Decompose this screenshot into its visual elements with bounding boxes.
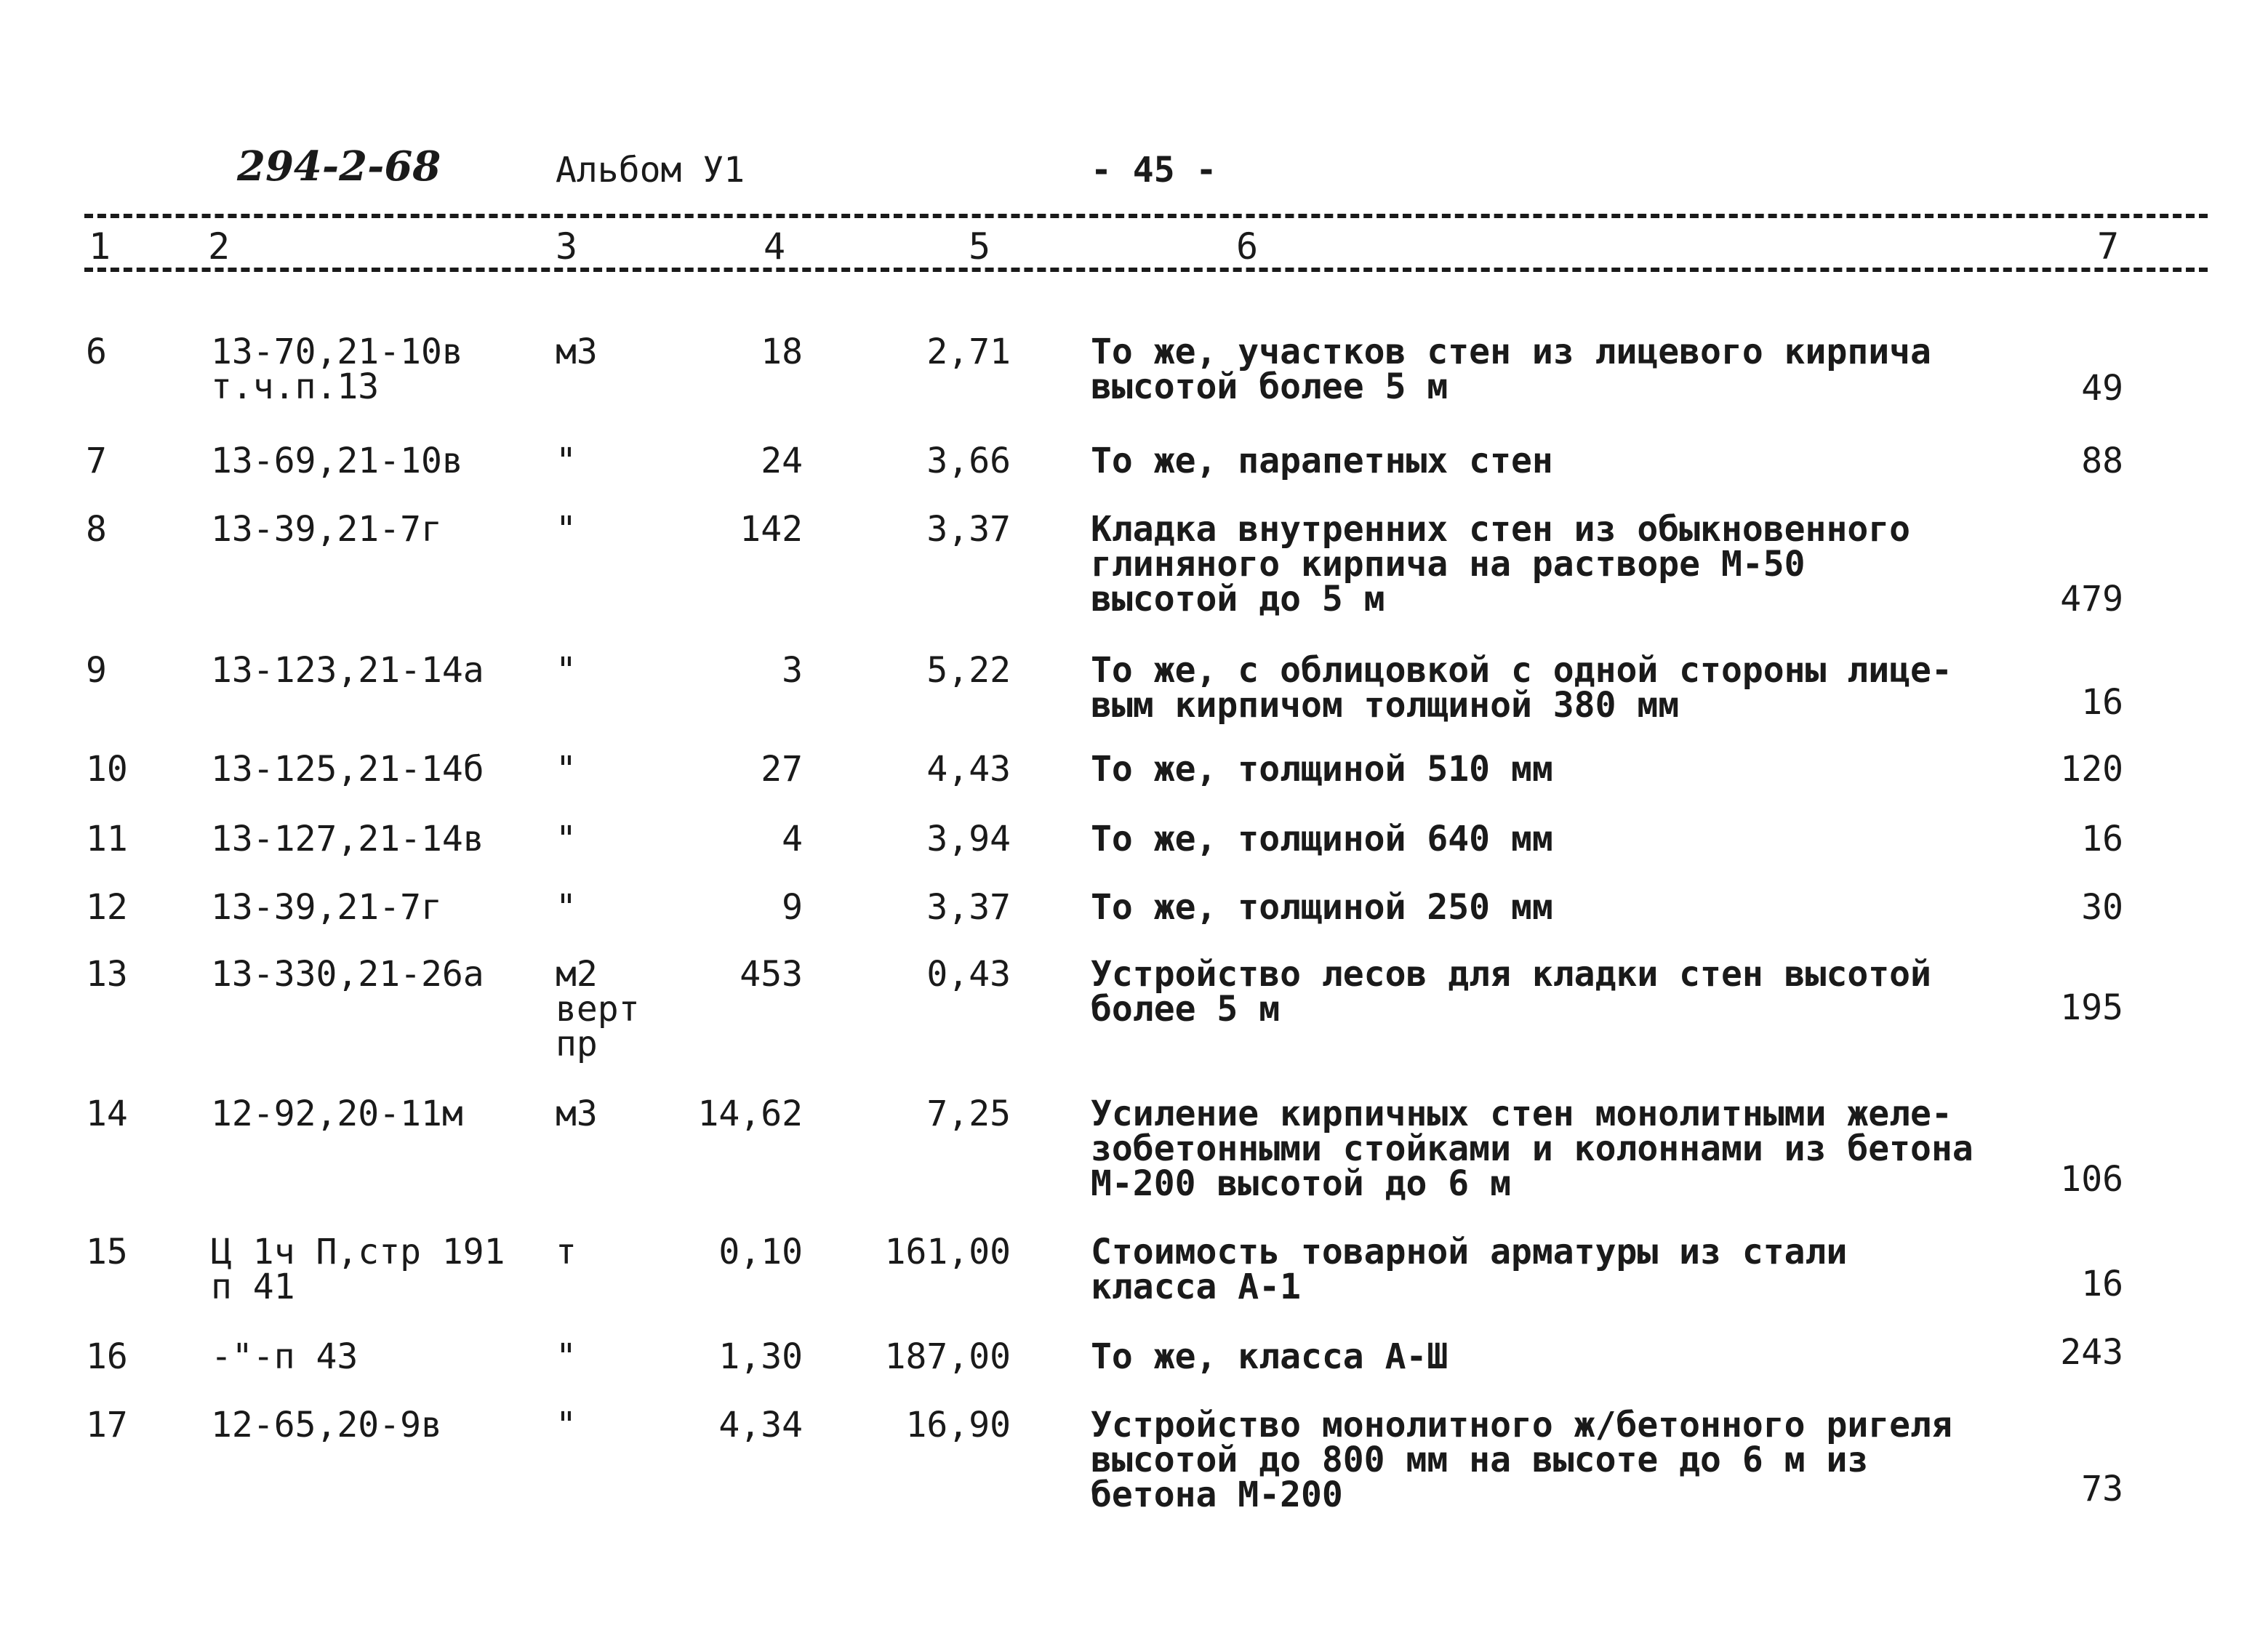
unit-price-cell: 187,00 bbox=[884, 1336, 1011, 1377]
total-cell: 479 bbox=[2060, 579, 2123, 619]
row-number: 10 bbox=[86, 749, 128, 790]
page-number: - 45 - bbox=[1091, 150, 1217, 190]
unit-price-cell: 3,37 bbox=[926, 509, 1011, 550]
unit-price-cell: 5,22 bbox=[926, 650, 1011, 691]
unit-price-cell: 161,00 bbox=[884, 1232, 1011, 1272]
document-code: 294-2-68 bbox=[237, 143, 441, 190]
total-cell: 195 bbox=[2060, 987, 2123, 1028]
quantity-cell: 24 bbox=[761, 441, 803, 481]
quantity-cell: 0,10 bbox=[718, 1232, 803, 1272]
description-cell: То же, толщиной 640 мм bbox=[1091, 819, 1553, 859]
column-number: 7 bbox=[2097, 225, 2120, 268]
unit-cell: " bbox=[556, 887, 577, 928]
quantity-cell: 18 bbox=[761, 332, 803, 372]
total-cell: 88 bbox=[2081, 441, 2123, 481]
header-rule-top bbox=[84, 214, 2208, 218]
description-cell: То же, участков стен из лицевого кирпича высотой более 5 м bbox=[1091, 332, 1931, 407]
total-cell: 243 bbox=[2060, 1332, 2123, 1373]
row-number: 15 bbox=[86, 1232, 128, 1272]
unit-cell: м3 bbox=[556, 332, 598, 372]
quantity-cell: 142 bbox=[740, 509, 803, 550]
unit-cell: " bbox=[556, 509, 577, 550]
row-number: 12 bbox=[86, 887, 128, 928]
unit-price-cell: 16,90 bbox=[905, 1405, 1011, 1445]
column-number: 2 bbox=[208, 225, 231, 268]
column-number: 3 bbox=[556, 225, 578, 268]
norm-code: 12-92,20-11м bbox=[211, 1094, 463, 1134]
unit-price-cell: 3,94 bbox=[926, 819, 1011, 859]
unit-price-cell: 4,43 bbox=[926, 749, 1011, 790]
unit-cell: м3 bbox=[556, 1094, 598, 1134]
norm-code: 13-330,21-26а bbox=[211, 954, 484, 995]
quantity-cell: 27 bbox=[761, 749, 803, 790]
unit-cell: " bbox=[556, 749, 577, 790]
norm-code: -"-п 43 bbox=[211, 1336, 358, 1377]
total-cell: 73 bbox=[2081, 1469, 2123, 1509]
norm-code: 13-69,21-10в bbox=[211, 441, 463, 481]
quantity-cell: 9 bbox=[782, 887, 803, 928]
norm-code: 13-39,21-7г bbox=[211, 509, 442, 550]
total-cell: 120 bbox=[2060, 749, 2123, 790]
norm-code: 12-65,20-9в bbox=[211, 1405, 442, 1445]
description-cell: Усиление кирпичных стен монолитными желе- зобетонными стойками и колоннами из бетона М-200 высотой до 6 м bbox=[1091, 1094, 1974, 1204]
unit-price-cell: 2,71 bbox=[926, 332, 1011, 372]
norm-code: 13-70,21-10в т.ч.п.13 bbox=[211, 332, 463, 407]
description-cell: Кладка внутренних стен из обыкновенного глиняного кирпича на растворе М-50 высотой до 5 м bbox=[1091, 509, 1911, 619]
description-cell: То же, с облицовкой с одной стороны лице- вым кирпичом толщиной 380 мм bbox=[1091, 650, 1952, 726]
row-number: 13 bbox=[86, 954, 128, 995]
unit-cell: м2 верт пр bbox=[556, 954, 640, 1064]
unit-cell: " bbox=[556, 1405, 577, 1445]
row-number: 14 bbox=[86, 1094, 128, 1134]
description-cell: То же, парапетных стен bbox=[1091, 441, 1553, 481]
description-cell: Устройство монолитного ж/бетонного ригеля высотой до 800 мм на высоте до 6 м из бетона М-200 bbox=[1091, 1405, 1952, 1515]
unit-price-cell: 3,37 bbox=[926, 887, 1011, 928]
unit-price-cell: 0,43 bbox=[926, 954, 1011, 995]
row-number: 8 bbox=[86, 509, 107, 550]
total-cell: 16 bbox=[2081, 682, 2123, 723]
total-cell: 30 bbox=[2081, 887, 2123, 928]
description-cell: Стоимость товарной арматуры из стали класса А-1 bbox=[1091, 1232, 1848, 1307]
description-cell: Устройство лесов для кладки стен высотой более 5 м bbox=[1091, 954, 1931, 1030]
unit-cell: " bbox=[556, 650, 577, 691]
quantity-cell: 3 bbox=[782, 650, 803, 691]
norm-code: 13-125,21-14б bbox=[211, 749, 484, 790]
total-cell: 16 bbox=[2081, 1264, 2123, 1304]
norm-code: 13-127,21-14в bbox=[211, 819, 484, 859]
description-cell: То же, толщиной 510 мм bbox=[1091, 749, 1553, 790]
norm-code: 13-123,21-14а bbox=[211, 650, 484, 691]
unit-price-cell: 3,66 bbox=[926, 441, 1011, 481]
description-cell: То же, класса А-Ш bbox=[1091, 1336, 1448, 1377]
quantity-cell: 4 bbox=[782, 819, 803, 859]
row-number: 9 bbox=[86, 650, 107, 691]
column-number: 6 bbox=[1236, 225, 1259, 268]
row-number: 7 bbox=[86, 441, 107, 481]
column-number: 4 bbox=[764, 225, 786, 268]
quantity-cell: 14,62 bbox=[697, 1094, 803, 1134]
quantity-cell: 4,34 bbox=[718, 1405, 803, 1445]
row-number: 6 bbox=[86, 332, 107, 372]
column-number: 5 bbox=[969, 225, 991, 268]
unit-price-cell: 7,25 bbox=[926, 1094, 1011, 1134]
header-rule-bottom bbox=[84, 268, 2208, 272]
description-cell: То же, толщиной 250 мм bbox=[1091, 887, 1553, 928]
unit-cell: т bbox=[556, 1232, 577, 1272]
total-cell: 106 bbox=[2060, 1159, 2123, 1200]
unit-cell: " bbox=[556, 819, 577, 859]
quantity-cell: 453 bbox=[740, 954, 803, 995]
quantity-cell: 1,30 bbox=[718, 1336, 803, 1377]
unit-cell: " bbox=[556, 441, 577, 481]
row-number: 16 bbox=[86, 1336, 128, 1377]
album-label: Альбом У1 bbox=[556, 150, 745, 190]
unit-cell: " bbox=[556, 1336, 577, 1377]
column-number: 1 bbox=[89, 225, 111, 268]
row-number: 17 bbox=[86, 1405, 128, 1445]
row-number: 11 bbox=[86, 819, 128, 859]
total-cell: 16 bbox=[2081, 819, 2123, 859]
total-cell: 49 bbox=[2081, 368, 2123, 409]
norm-code: Ц 1ч П,стр 191 п 41 bbox=[211, 1232, 505, 1307]
norm-code: 13-39,21-7г bbox=[211, 887, 442, 928]
